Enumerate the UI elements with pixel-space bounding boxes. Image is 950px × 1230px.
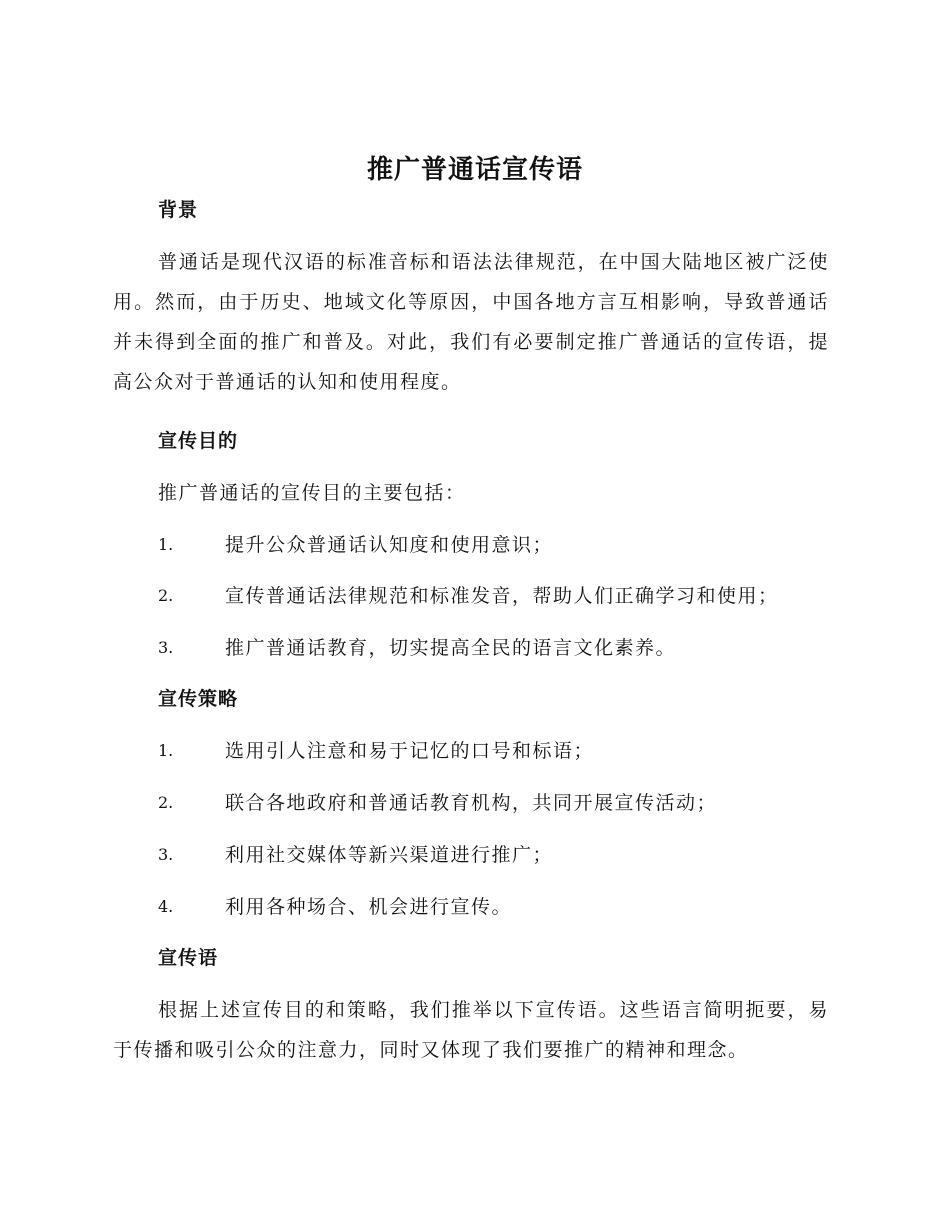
list-number: 1. [158,535,174,554]
list-number: 2. [158,793,174,812]
paragraph-slogans: 根据上述宣传目的和策略，我们推举以下宣传语。这些语言简明扼要，易于传播和吸引公众的注意力，同时又体现了我们要推广的精神和理念。 [113,999,829,1061]
purpose-intro: 推广普通话的宣传目的主要包括： [158,482,466,504]
list-text: 选用引人注意和易于记忆的口号和标语； [225,740,595,762]
list-number: 2. [158,586,174,605]
list-text: 宣传普通话法律规范和标准发音，帮助人们正确学习和使用； [225,585,779,607]
strategy-list-item [158,789,838,817]
list-number: 1. [158,741,174,760]
strategy-list-item [158,841,838,869]
list-number: 4. [158,897,174,916]
heading-purpose: 宣传目的 [158,430,239,452]
strategy-list-item [158,893,838,921]
list-text: 提升公众普通话认知度和使用意识； [225,534,554,556]
purpose-list-item [158,582,838,610]
paragraph-background: 普通话是现代汉语的标准音标和语法法律规范，在中国大陆地区被广泛使用。然而，由于历史、地域文化等原因，中国各地方言互相影响，导致普通话并未得到全面的推广和普及。对此，我们有必要制定推广普通话的宣传语，提高公众对于普通话的认知和使用程度。 [113,251,829,393]
list-text: 推广普通话教育，切实提高全民的语言文化素养。 [225,637,677,659]
heading-strategy: 宣传策略 [158,688,239,710]
purpose-list-item [158,531,838,559]
heading-slogans: 宣传语 [158,947,219,969]
list-text: 利用社交媒体等新兴渠道进行推广； [225,844,554,866]
list-number: 3. [158,845,174,864]
heading-background: 背景 [158,199,199,221]
list-text: 利用各种场合、机会进行宣传。 [225,896,513,918]
list-number: 3. [158,638,174,657]
list-text: 联合各地政府和普通话教育机构，共同开展宣传活动； [225,792,718,814]
strategy-list-item [158,737,838,765]
purpose-list-item [158,634,838,662]
document-title: 推广普通话宣传语 [366,155,583,185]
